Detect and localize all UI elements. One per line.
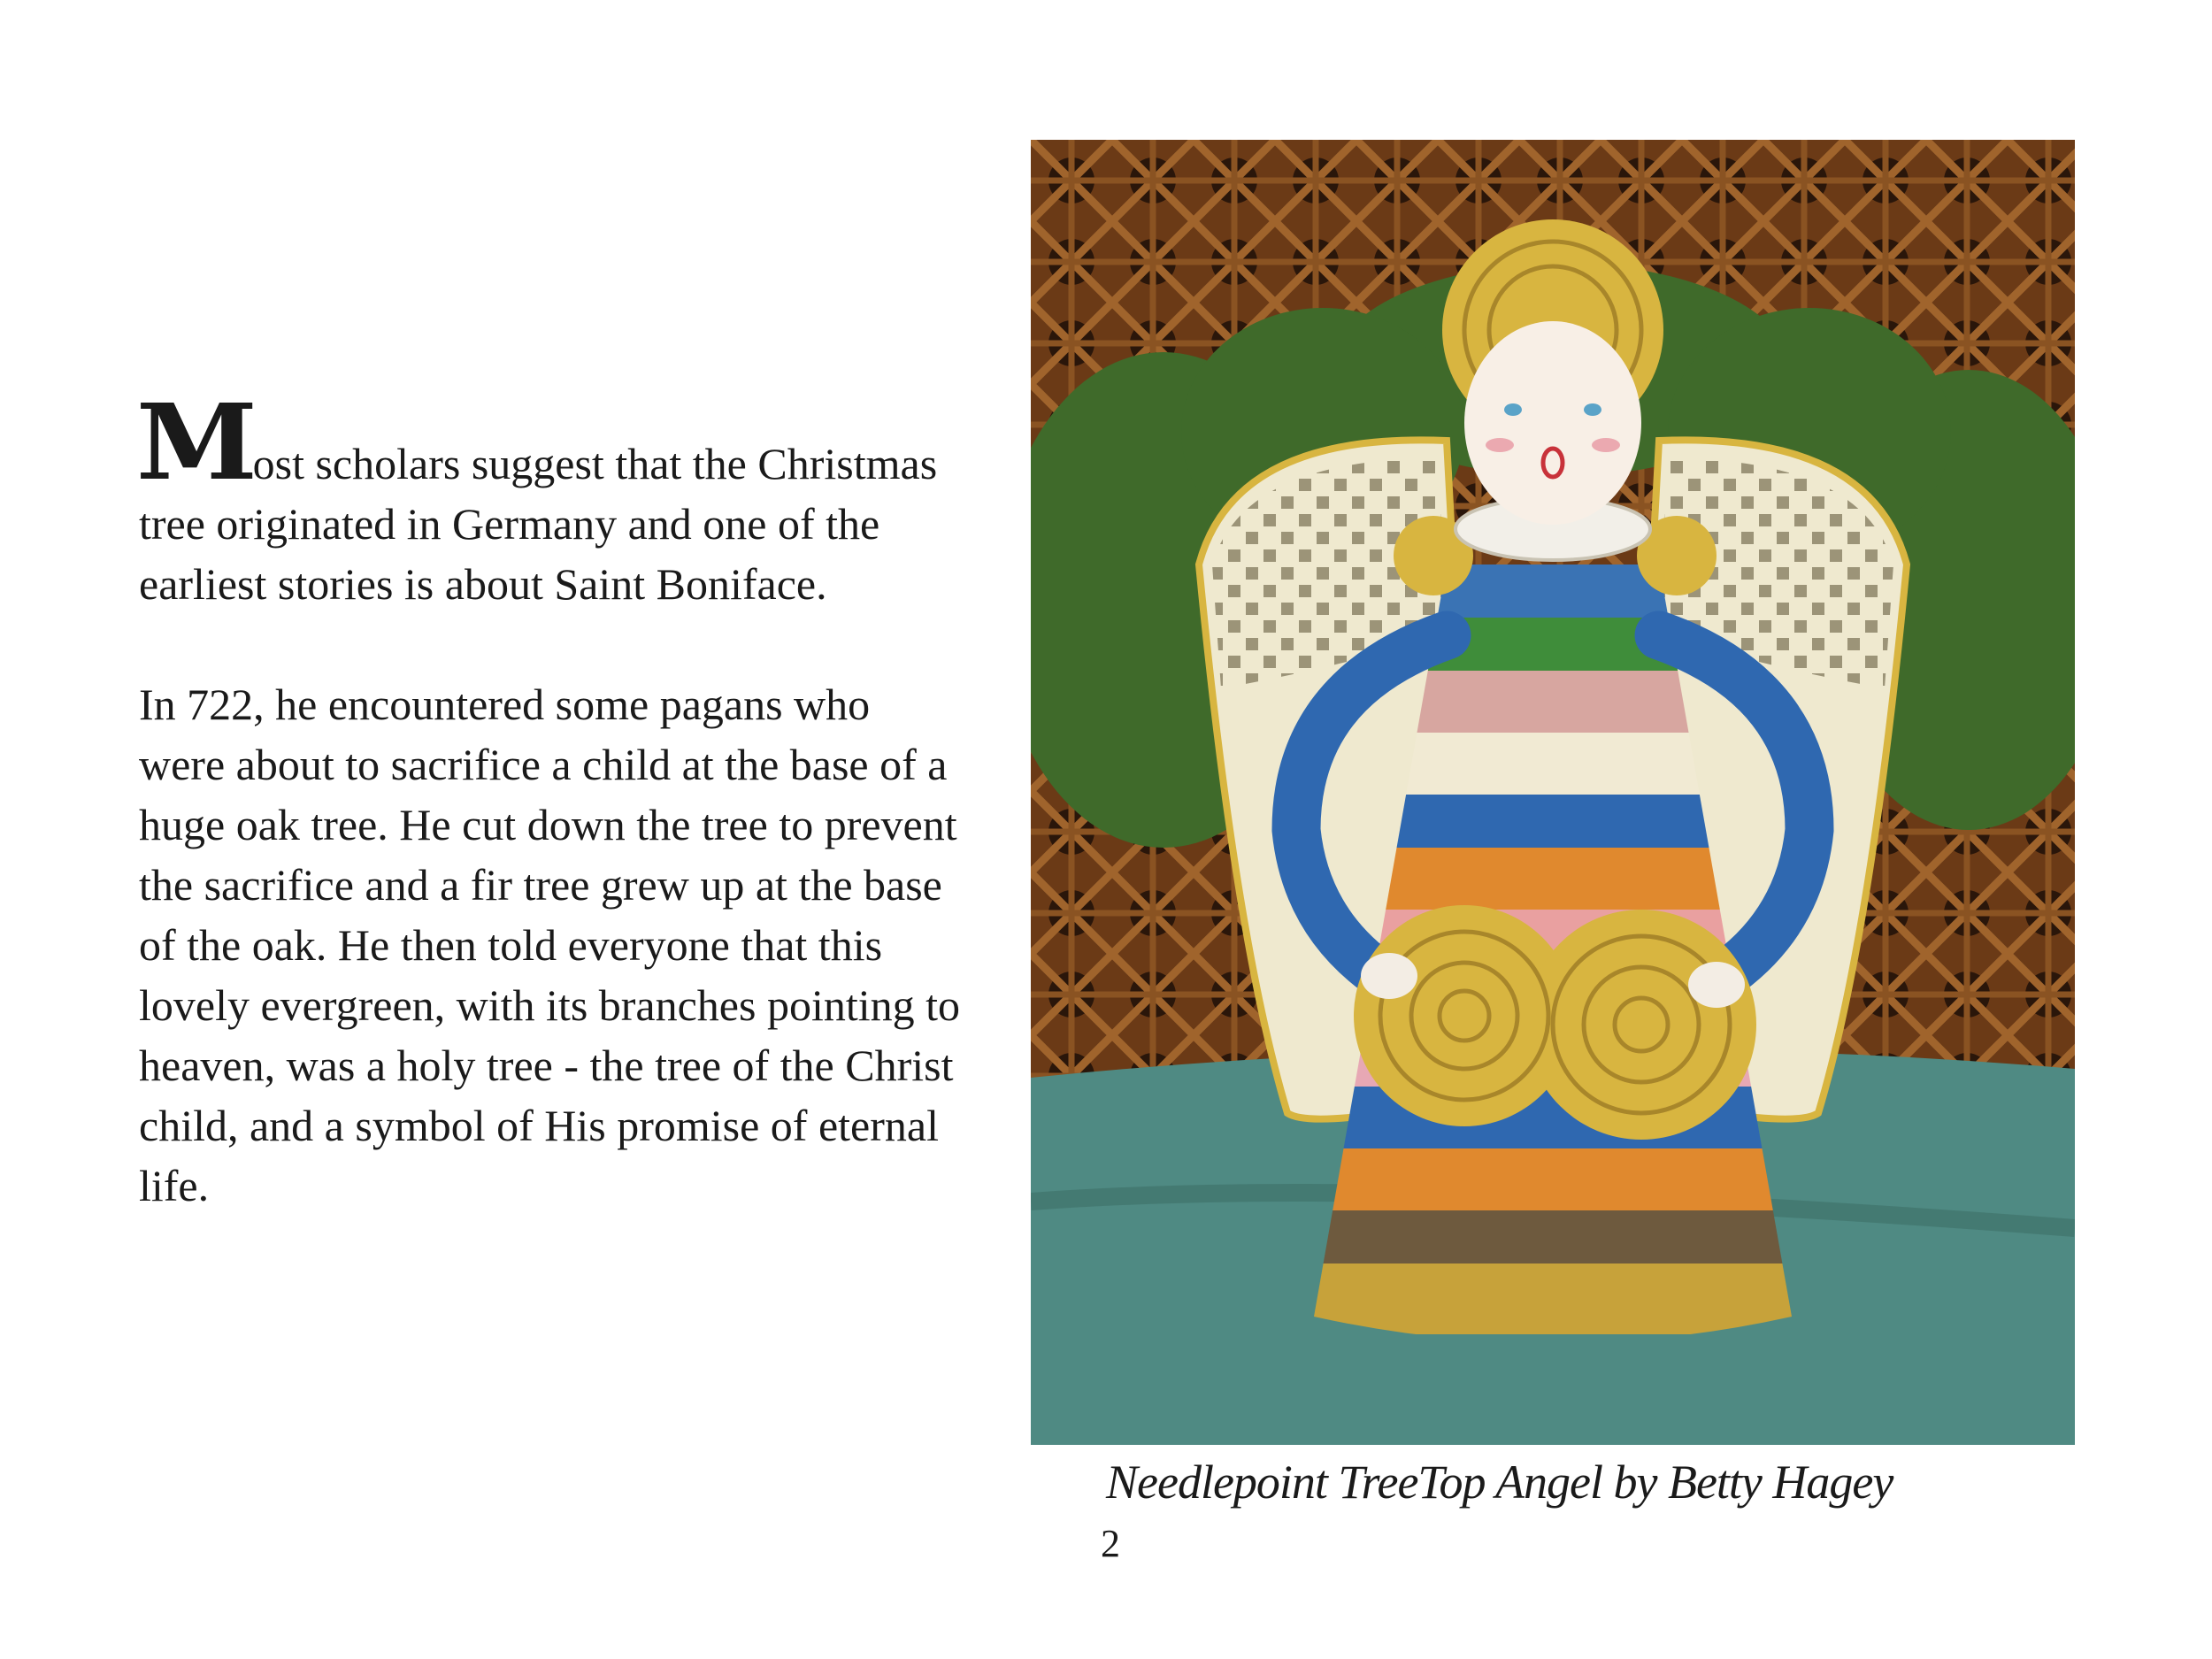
paragraph-1 <box>135 380 966 614</box>
drop-cap: M <box>135 380 254 503</box>
photo-caption: Needlepoint TreeTop Angel by Betty Hagey <box>1106 1455 1893 1509</box>
angel-illustration <box>1031 140 2075 1445</box>
paragraph-1-text: ost scholars suggest that the Christmas tree originated in Germany and one of the earliest stories is about Saint Boniface. <box>139 439 938 609</box>
angel-photo <box>1031 140 2075 1445</box>
article-text <box>135 380 966 1216</box>
page-number: 2 <box>1101 1522 1120 1565</box>
paragraph-2: In 722, he encountered some pagans who were about to sacrifice a child at the base of a huge oak tree. He cut down the tree to prevent the sacrifice and a fir tree grew up at the base of the oak. He then told everyone that this lovely evergreen, with its branches pointing to heaven, was a holy tree - the tree of the Christ child, and a symbol of His promise of eternal life. <box>139 680 961 1210</box>
